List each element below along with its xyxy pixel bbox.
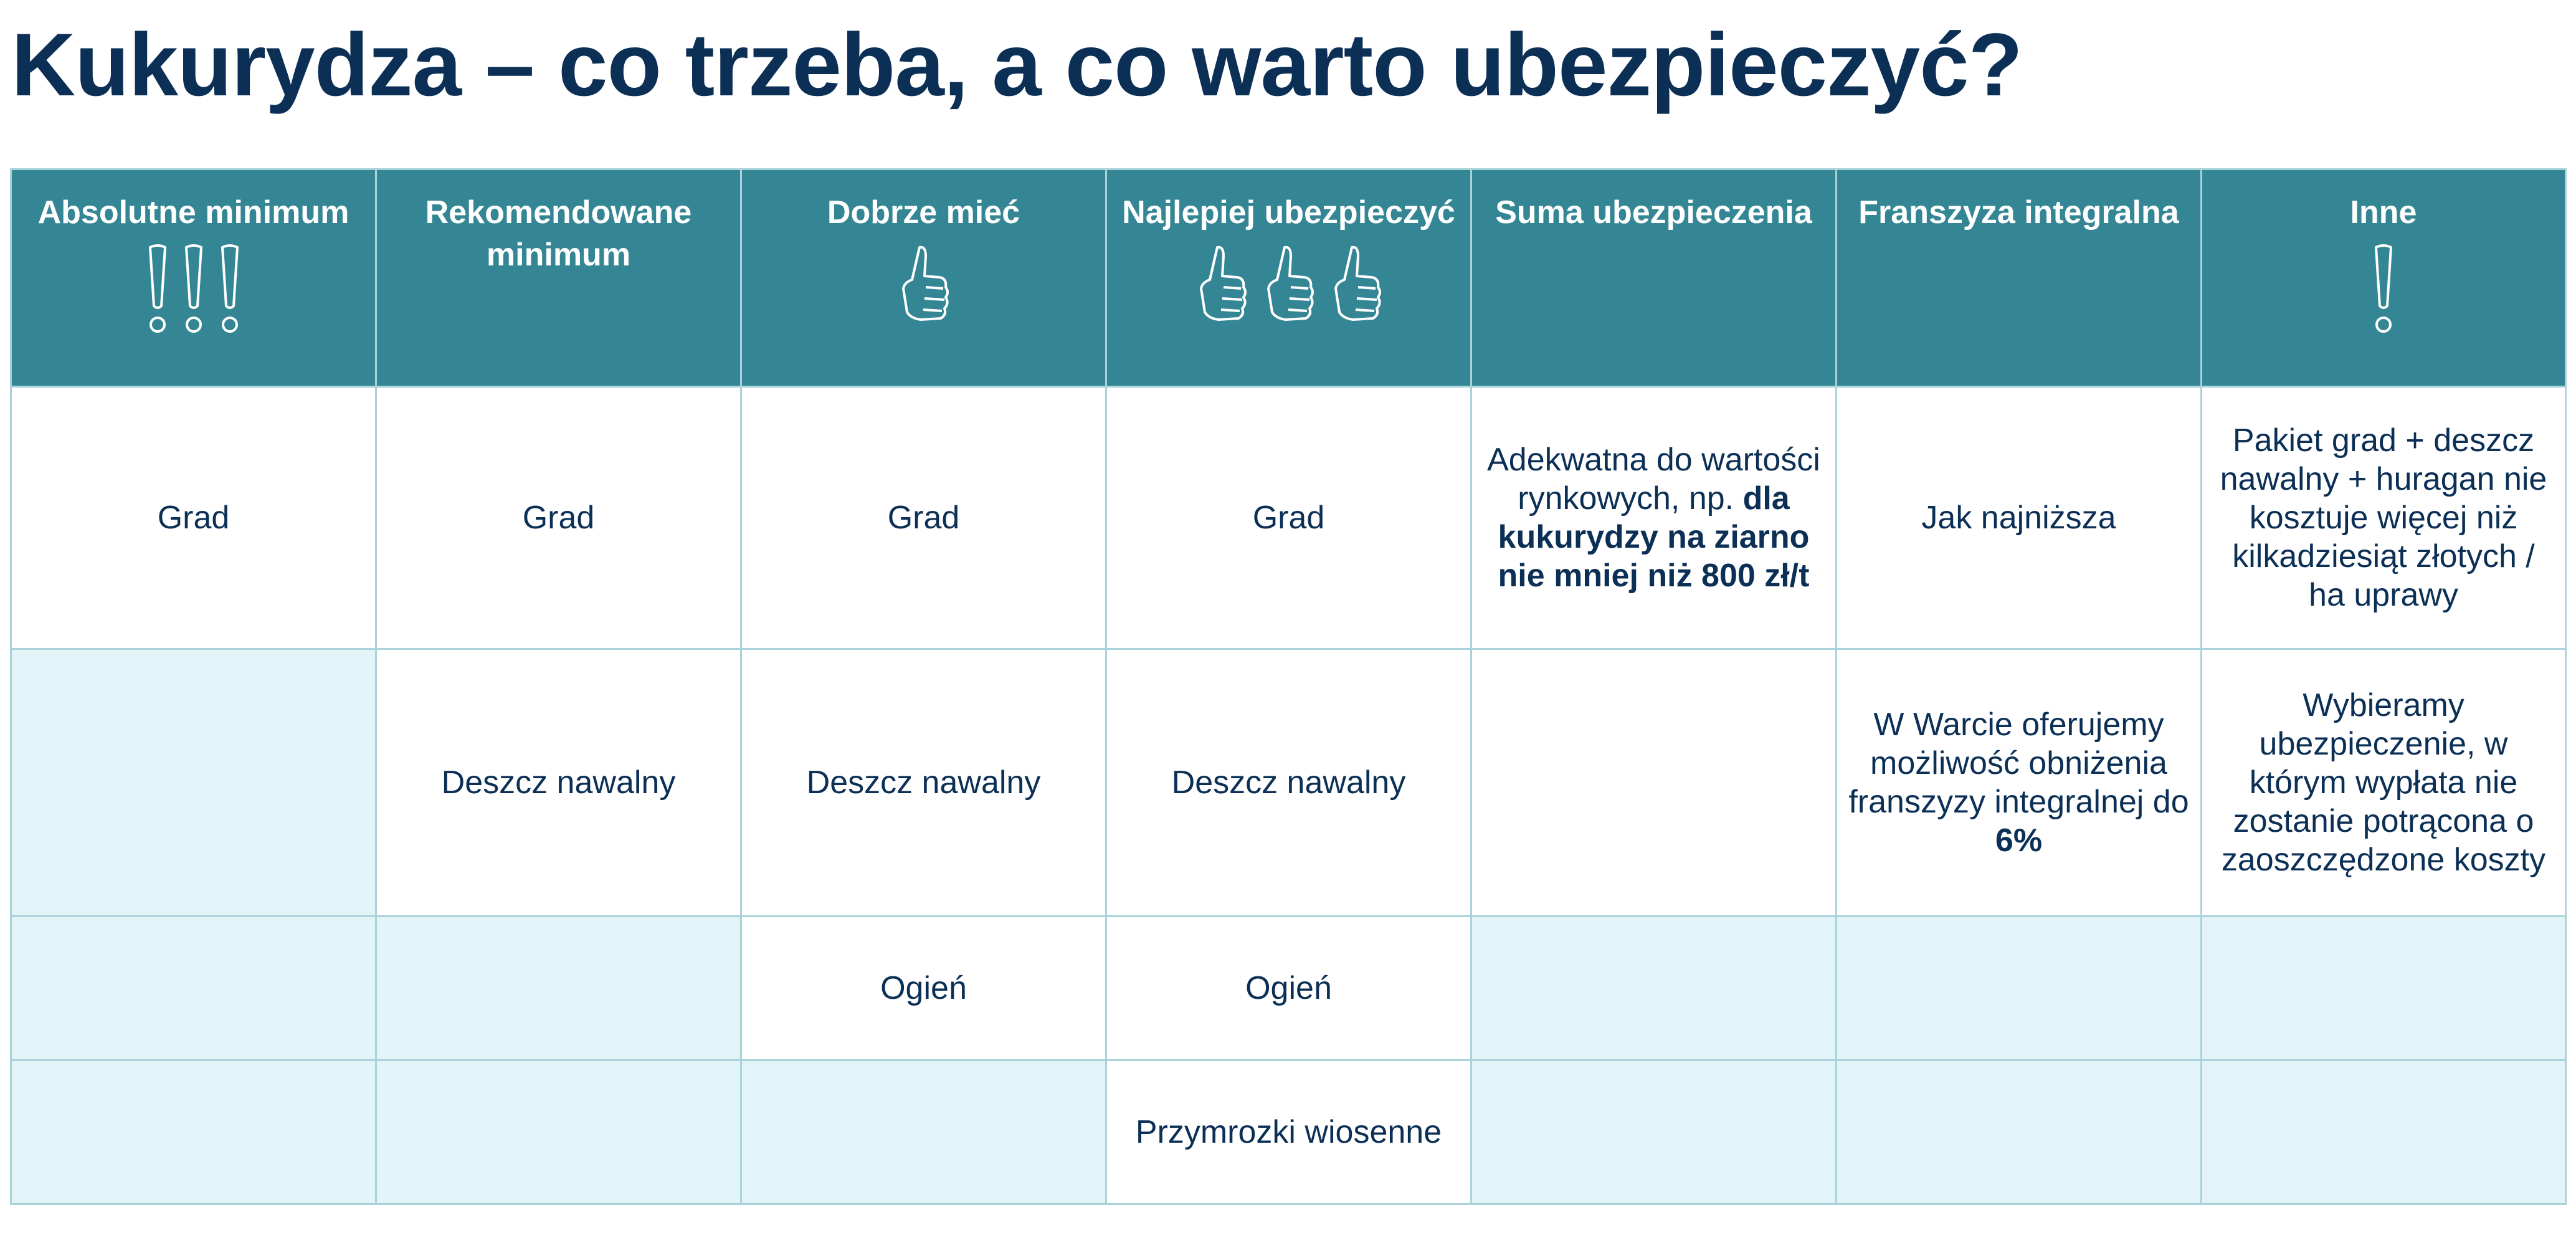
table-cell-sum	[1471, 387, 1837, 649]
header-good-to-have	[741, 169, 1106, 387]
table-row	[11, 649, 2566, 917]
table-cell: Grad	[376, 387, 741, 649]
header-absolute-minimum	[11, 169, 376, 387]
table-row	[11, 917, 2566, 1060]
exclamation-icon	[145, 244, 170, 337]
table-cell-empty	[11, 649, 376, 917]
table-cell-franchise	[1837, 649, 2202, 917]
table-cell: Ogień	[741, 917, 1106, 1060]
table-cell: Grad	[11, 387, 376, 649]
table-cell: Grad	[741, 387, 1106, 649]
header-label: Inne	[2350, 194, 2417, 231]
table-cell-empty	[2202, 917, 2566, 1060]
page-title: Kukurydza – co trzeba, a co warto ubezpieczyć?	[11, 16, 2023, 115]
header-row	[11, 169, 2566, 387]
cell-text: W Warcie oferujemy możliwość obniżenia franszyzy integralnej do	[1848, 707, 2189, 820]
thumbs-up-icons	[751, 244, 1096, 343]
table-cell: Deszcz nawalny	[1106, 649, 1471, 917]
header-label: Suma ubezpieczenia	[1495, 194, 1812, 231]
insurance-table	[10, 168, 2567, 1205]
table-cell-empty	[1837, 917, 2202, 1060]
table-cell: Deszcz nawalny	[741, 649, 1106, 917]
table-cell-empty	[1837, 1060, 2202, 1204]
table-cell-empty	[376, 917, 741, 1060]
cell-text-bold: dla kukurydzy na ziarno nie mniej niż 800 zł/t	[1498, 480, 1810, 594]
table-row	[11, 387, 2566, 649]
header-label: Franszyza integralna	[1858, 194, 2179, 231]
table-cell-sum	[1471, 649, 1837, 917]
table-cell: Pakiet grad + deszcz nawalny + huragan nie kosztuje więcej niż kilkadziesiąt złotych / ha uprawy	[2202, 387, 2566, 649]
header-other	[2202, 169, 2566, 387]
exclamation-icons	[2211, 244, 2556, 343]
header-sum-insured	[1471, 169, 1837, 387]
exclamation-icons	[21, 244, 366, 343]
header-label: Najlepiej ubezpieczyć	[1122, 194, 1455, 231]
table-cell: Wybieramy ubezpieczenie, w którym wypłata nie zostanie potrącona o zaoszczędzone koszty	[2202, 649, 2566, 917]
table-cell: Ogień	[1106, 917, 1471, 1060]
exclamation-icon	[217, 244, 242, 337]
table-cell-empty	[741, 1060, 1106, 1204]
cell-text-bold: 6%	[1995, 822, 2043, 859]
table-cell: Deszcz nawalny	[376, 649, 741, 917]
exclamation-icon	[181, 244, 206, 337]
header-label: Dobrze mieć	[827, 194, 1020, 231]
header-label: Rekomendowane minimum	[425, 194, 692, 273]
table-cell-empty	[11, 917, 376, 1060]
table-cell: Przymrozki wiosenne	[1106, 1060, 1471, 1204]
header-franchise	[1837, 169, 2202, 387]
header-best-to-insure	[1106, 169, 1471, 387]
table-cell-empty	[2202, 1060, 2566, 1204]
thumbs-up-icon	[1261, 244, 1317, 337]
cell-text: Adekwatna do wartości rynkowych, np.	[1487, 442, 1820, 517]
cell-text: Jak najniższa	[1921, 500, 2116, 536]
thumbs-up-icon	[896, 244, 952, 337]
table-cell-empty	[11, 1060, 376, 1204]
header-label: Absolutne minimum	[37, 194, 349, 231]
thumbs-up-icons	[1116, 244, 1461, 343]
table-cell-empty	[376, 1060, 741, 1204]
table-row	[11, 1060, 2566, 1204]
thumbs-up-icon	[1194, 244, 1250, 337]
exclamation-icon	[2371, 244, 2396, 337]
header-recommended-minimum	[376, 169, 741, 387]
table-cell: Grad	[1106, 387, 1471, 649]
table-cell-empty	[1471, 917, 1837, 1060]
table-cell-empty	[1471, 1060, 1837, 1204]
table-cell-franchise	[1837, 387, 2202, 649]
thumbs-up-icon	[1328, 244, 1384, 337]
